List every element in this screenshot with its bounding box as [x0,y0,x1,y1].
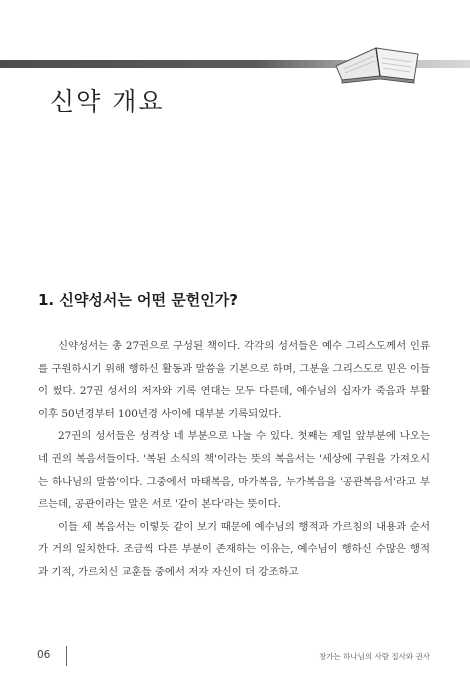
section-heading: 1. 신약성서는 어떤 문헌인가? [38,291,238,309]
paragraph-2: 27권의 성서들은 성격상 네 부분으로 나눌 수 있다. 첫째는 제일 앞부분에 나오는 네 권의 복음서들이다. '복된 소식의 책'이라는 뜻의 복음서는 '세상에 구원을 가져오시는 하나님의 말씀'이다. 그중에서 마태복음, 마가복음, 누가복음을 '공관복음서'라고 부르는데, 공관이라는 말은 서로 '같이 본다'라는 뜻이다. [38,430,430,511]
paragraph-1: 신약성서는 총 27권으로 구성된 책이다. 각각의 성서들은 예수 그리스도께서 인류를 구원하시기 위해 행하신 활동과 말씀을 기본으로 하며, 그분을 그리스도로 믿은 이들이 썼다. 27권 성서의 저자와 기록 연대는 모두 다른데, 예수님의 십자가 죽음과 부활 이후 50년경부터 100년경 사이에 대부분 기록되었다. [38,340,430,420]
body-text [38,335,430,584]
page-number: 06 [37,649,51,661]
running-footer: 창가는 하나님의 사람 집사와 권사 [319,652,430,661]
footer-divider [66,646,67,666]
paragraph-3: 이들 세 복음서는 이렇듯 같이 보기 때문에 예수님의 행적과 가르침의 내용과 순서가 거의 일치한다. 조금씩 다른 부분이 존재하는 이유는, 예수님이 행하신 수많은 행적과 기적, 가르치신 교훈들 중에서 저자 자신이 더 강조하고 [38,520,430,578]
open-book-icon [332,36,422,86]
chapter-title: 신약 개요 [50,87,165,116]
